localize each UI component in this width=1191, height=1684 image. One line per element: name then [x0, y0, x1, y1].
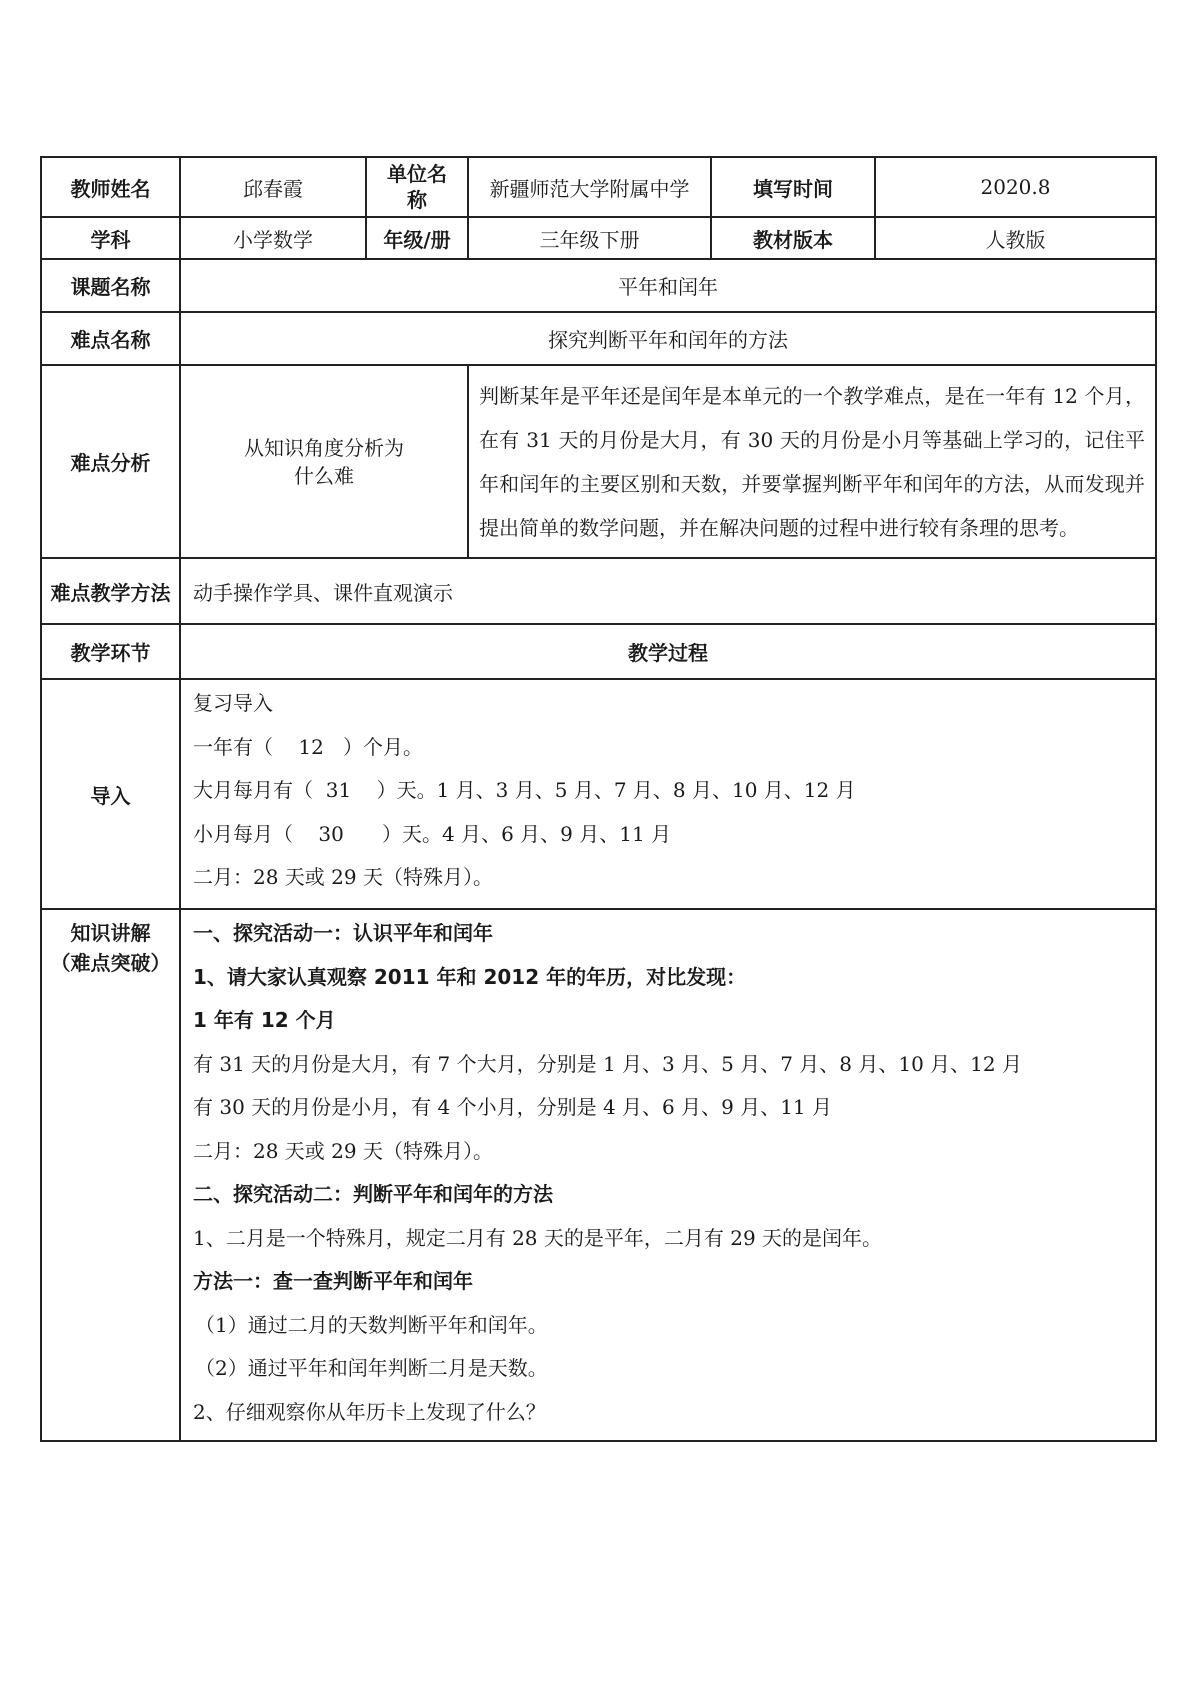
unit-label [366, 157, 468, 217]
method-row [41, 558, 1156, 624]
intro-line: 大月每月有（ 31 ）天。1 月、3 月、5 月、7 月、8 月、10 月、12 月 [193, 778, 856, 802]
grade-label: 年级/册 [366, 217, 468, 259]
intro-line: 小月每月（ 30 ）天。4 月、6 月、9 月、11 月 [193, 821, 672, 846]
header-row-1 [41, 157, 1156, 217]
analysis-sub-label-line-2: 什么难 [294, 463, 354, 488]
topic-label: 课题名称 [41, 259, 180, 312]
unit-label-line-2: 称 [407, 188, 427, 212]
knowledge-label-line-1: 知识讲解 [70, 921, 151, 945]
knowledge-row [41, 909, 1156, 1441]
knowledge-content [180, 909, 1156, 1441]
knowledge-line: 1、二月是一个特殊月，规定二月有 28 天的是平年，二月有 29 天的是闰年。 [193, 1225, 883, 1250]
date-label: 填写时间 [711, 157, 875, 217]
grade-value: 三年级下册 [468, 217, 711, 259]
knowledge-line: 1 年有 12 个月 [193, 1008, 336, 1032]
process-header-value: 教学过程 [180, 624, 1156, 679]
process-header-row [41, 624, 1156, 679]
knowledge-line: 有 31 天的月份是大月，有 7 个大月，分别是 1 月、3 月、5 月、7 月、8 月、10 月、12 月 [193, 1051, 1022, 1076]
analysis-row [41, 365, 1156, 558]
process-header-label: 教学环节 [41, 624, 180, 679]
difficulty-value: 探究判断平年和闰年的方法 [180, 312, 1156, 365]
lesson-plan-table [40, 156, 1157, 1442]
analysis-text: 判断某年是平年还是闰年是本单元的一个教学难点，是在一年有 12 个月，在有 31 天的月份是大月，有 30 天的月份是小月等基础上学习的，记住平年和闰年的主要区别和天数，并要掌握判断平年和闰年的方法，从而发现并提出简单的数学问题，并在解决问题的过程中进行较有条理的思考。 [468, 365, 1156, 558]
knowledge-line: 有 30 天的月份是小月，有 4 个小月，分别是 4 月、6 月、9 月、11 月 [193, 1095, 833, 1119]
difficulty-label: 难点名称 [41, 312, 180, 365]
knowledge-line: 1、请大家认真观察 2011 年和 2012 年的年历，对比发现： [193, 964, 747, 989]
knowledge-line: （1）通过二月的天数判断平年和闰年。 [195, 1312, 548, 1337]
analysis-sub-label [180, 365, 468, 558]
intro-line: 复习导入 [193, 691, 273, 715]
subject-label: 学科 [41, 217, 180, 259]
knowledge-label [41, 909, 180, 1441]
subject-value: 小学数学 [180, 217, 366, 259]
date-value: 2020.8 [875, 157, 1156, 217]
header-row-2 [41, 217, 1156, 259]
method-value: 动手操作学具、课件直观演示 [180, 558, 1156, 624]
section-heading: 二、探究活动二：判断平年和闰年的方法 [193, 1182, 553, 1206]
intro-line: 二月：28 天或 29 天（特殊月）。 [193, 865, 493, 889]
topic-row [41, 259, 1156, 312]
knowledge-line: 2、仔细观察你从年历卡上发现了什么？ [193, 1399, 546, 1424]
edition-label: 教材版本 [711, 217, 875, 259]
difficulty-row [41, 312, 1156, 365]
section-heading: 一、探究活动一：认识平年和闰年 [193, 921, 493, 945]
unit-value: 新疆师范大学附属中学 [468, 157, 711, 217]
unit-label-line-1: 单位名 [387, 162, 447, 186]
intro-content [180, 679, 1156, 909]
intro-line: 一年有（ 12 ）个月。 [193, 734, 423, 759]
method-label: 难点教学方法 [41, 558, 180, 624]
teacher-label: 教师姓名 [41, 157, 180, 217]
topic-value: 平年和闰年 [180, 259, 1156, 312]
method-heading: 方法一：查一查判断平年和闰年 [193, 1269, 473, 1293]
knowledge-label-line-2: （难点突破） [50, 951, 171, 975]
teacher-value: 邱春霞 [180, 157, 366, 217]
edition-value: 人教版 [875, 217, 1156, 259]
intro-label: 导入 [41, 679, 180, 909]
analysis-label: 难点分析 [41, 365, 180, 558]
analysis-sub-label-line-1: 从知识角度分析为 [244, 435, 404, 460]
intro-row [41, 679, 1156, 909]
knowledge-line: 二月：28 天或 29 天（特殊月）。 [193, 1138, 493, 1163]
knowledge-line: （2）通过平年和闰年判断二月是天数。 [195, 1356, 548, 1380]
